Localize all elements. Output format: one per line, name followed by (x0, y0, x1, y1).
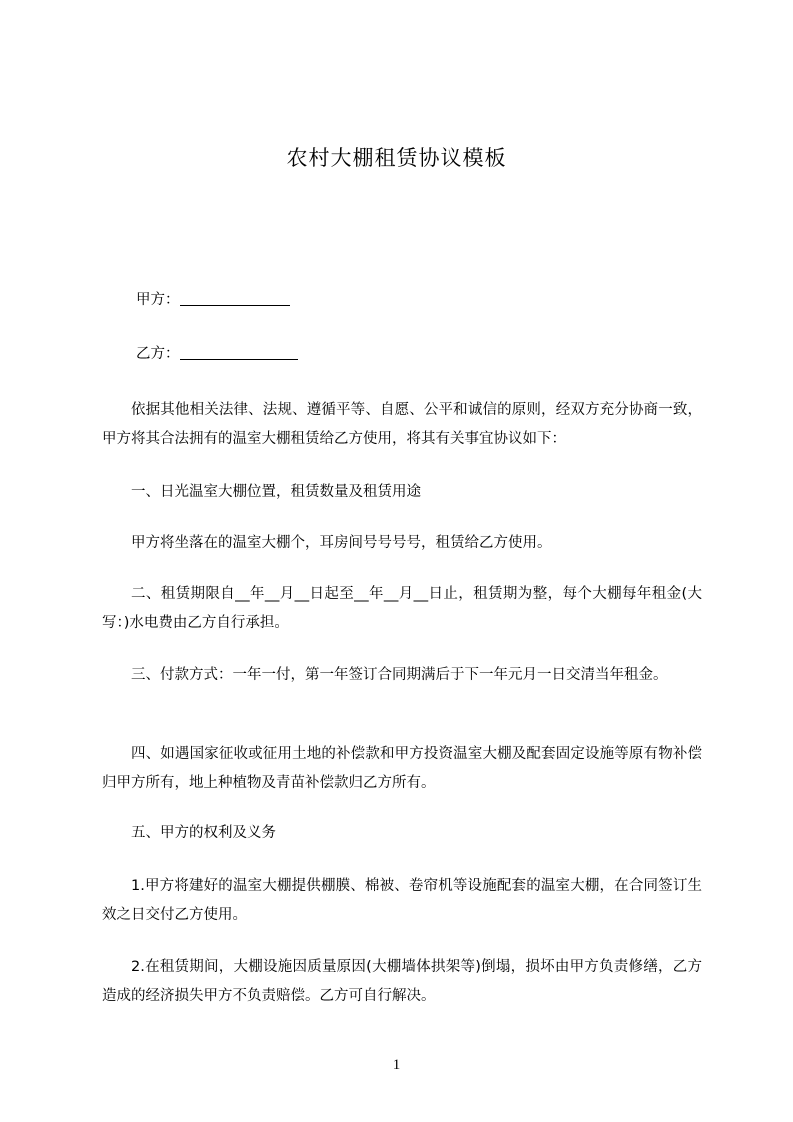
party-b-label: 乙方： (136, 346, 180, 362)
intro-paragraph: 依据其他相关法律、法规、遵循平等、自愿、公平和诚信的原则，经双方充分协商一致，甲方将其合法拥有的温室大棚租赁给乙方使用，将其有关事宜协议如下： (102, 402, 702, 447)
party-a-label: 甲方： (136, 292, 180, 308)
section-1-heading: 一、日光温室大棚位置，租赁数量及租赁用途 (131, 484, 421, 500)
section-4-paragraph: 四、如遇国家征收或征用土地的补偿款和甲方投资温室大棚及配套固定设施等原有物补偿归甲方所有，地上种植物及青苗补偿款归乙方所有。 (102, 746, 702, 791)
party-b-blank (180, 345, 298, 360)
document-title: 农村大棚租赁协议模板 (286, 146, 507, 170)
section-5-item-2: 2.在租赁期间，大棚设施因质量原因(大棚墙体拱架等)倒塌，损坏由甲方负责修缮，乙方造成的经济损失甲方不负责赔偿。乙方可自行解决。 (102, 959, 702, 1004)
party-a-blank (180, 291, 290, 306)
section-3-paragraph: 三、付款方式：一年一付，第一年签订合同期满后于下一年元月一日交清当年租金。 (131, 667, 668, 683)
section-1-body: 甲方将坐落在的温室大棚个，耳房间号号号号，租赁给乙方使用。 (131, 535, 552, 551)
page-number: 1 (392, 1057, 401, 1073)
section-2-paragraph: 二、租赁期限自__年__月__日起至__年__月__日止，租赁期为整，每个大棚每年租金(大写：)水电费由乙方自行承担。 (102, 586, 702, 631)
party-a-line (102, 291, 736, 309)
section-5-heading: 五、甲方的权利及义务 (131, 825, 276, 841)
party-b-line (102, 345, 736, 363)
section-5-item-1: 1.甲方将建好的温室大棚提供棚膜、棉被、卷帘机等设施配套的温室大棚，在合同签订生效之日交付乙方使用。 (102, 878, 702, 923)
